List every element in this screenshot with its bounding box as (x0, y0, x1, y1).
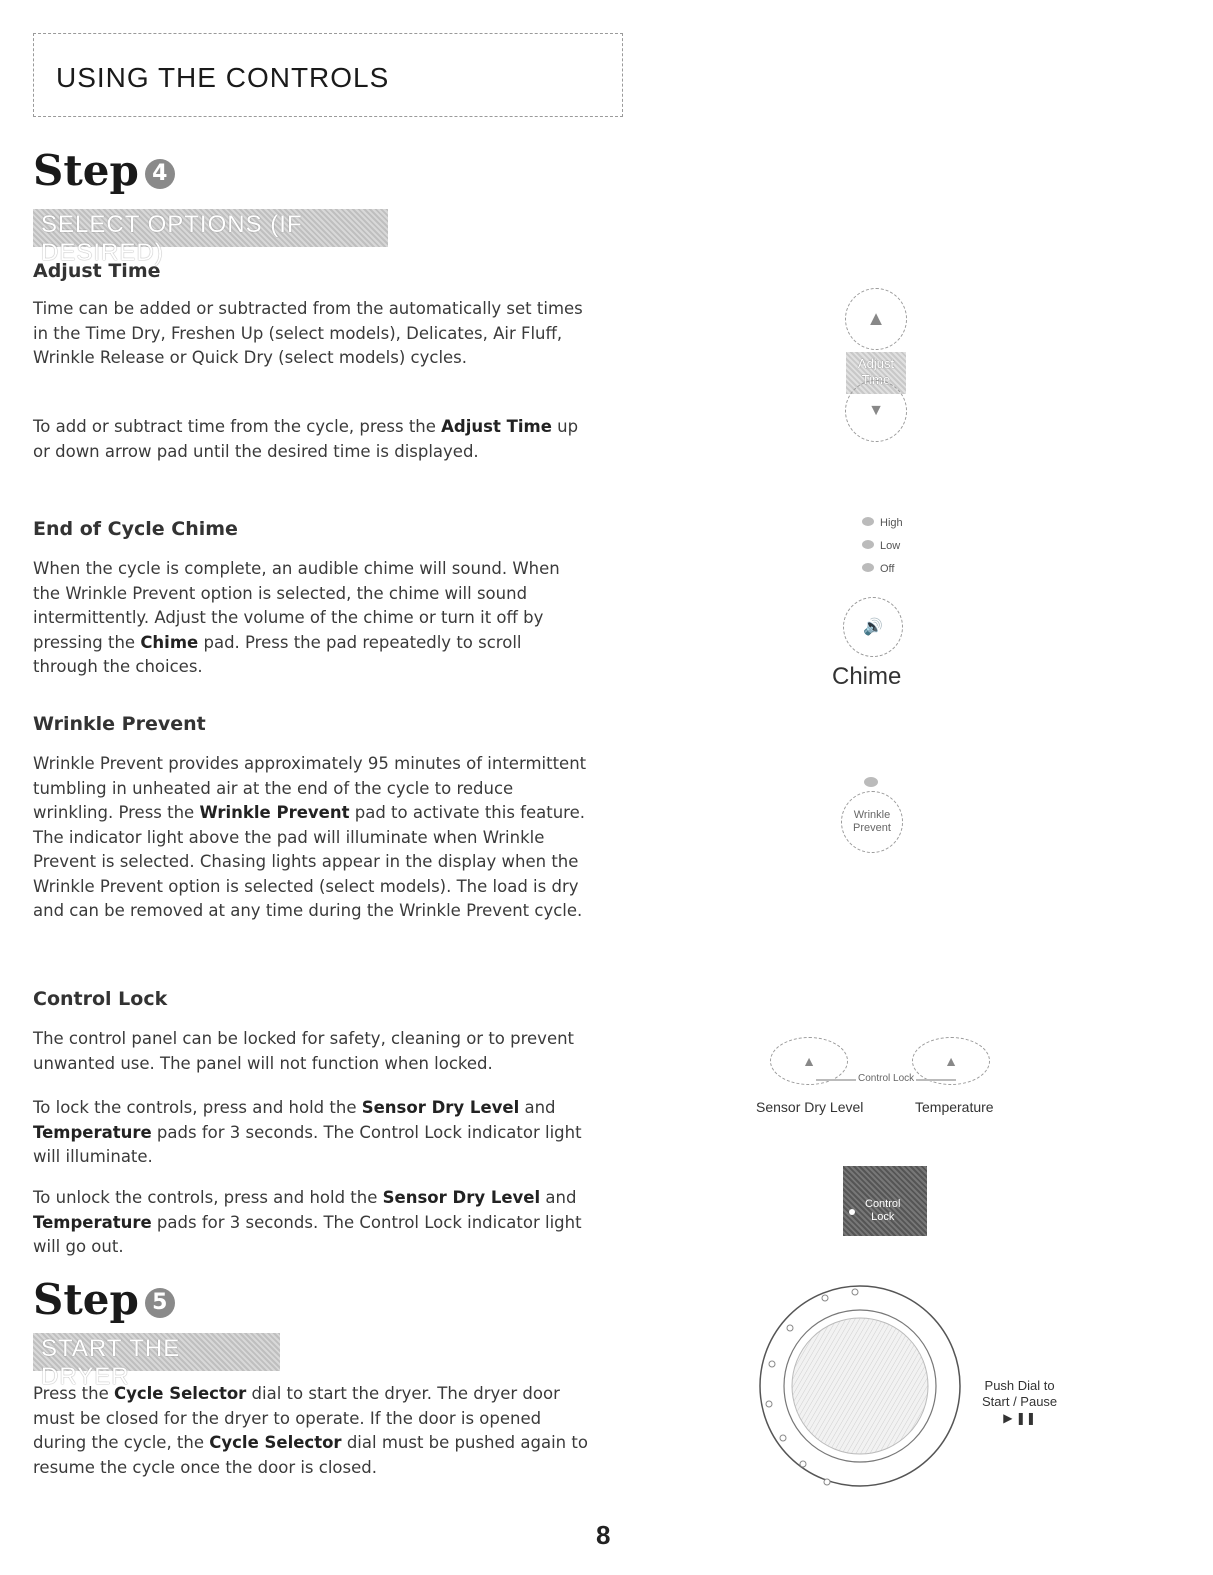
step-4-title (33, 146, 175, 195)
control-lock-paragraph-1: The control panel can be locked for safety, cleaning or to prevent unwanted use. The panel will not function when locked. (33, 1029, 575, 1073)
control-lock-heading: Control Lock (33, 988, 168, 1010)
sensor-dry-level-label: Sensor Dry Level (756, 1099, 864, 1115)
temperature-button[interactable] (912, 1037, 990, 1085)
chime-button[interactable] (843, 597, 903, 657)
control-lock-paragraph-3: To unlock the controls, press and hold the Sensor Dry Level and Temperature pads for 3 seconds. The Control Lock indicator light will go out. (33, 1188, 582, 1256)
chime-bold: Chime (140, 632, 199, 652)
step-4-number: 4 (145, 159, 175, 189)
cycle-selector-dial-icon[interactable] (755, 1276, 965, 1496)
adjust-time-paragraph-1: Time can be added or subtracted from the automatically set times in the Time Dry, Freshen Up (select models), Delicates, Air Fluff, Wrinkle Release or Quick Dry (select models) cycles. (33, 299, 583, 367)
wrinkle-paragraph: Wrinkle Prevent provides approximately 95 minutes of intermittent tumbling in unheated air at the end of the cycle to reduce wrinkling. Press the Wrinkle Prevent pad to activate this feature. The indicator light above the pad will illuminate when Wrinkle Prevent is selected. Chasing lights appear in the display when the Wrinkle Prevent option is selected (select models). The load is dry and can be removed at any time during the Wrinkle Prevent cycle. (33, 754, 587, 920)
chime-levels (862, 512, 903, 581)
adjust-time-bold: Adjust Time (441, 417, 552, 436)
adjust-time-heading: Adjust Time (33, 260, 161, 282)
control-lock-pad[interactable] (843, 1166, 927, 1236)
chime-level-high: High (862, 512, 903, 535)
speaker-icon: 🔊 (863, 619, 883, 636)
step-5-band: START THE DRYER (33, 1333, 280, 1371)
step-5-label: Step (33, 1275, 139, 1324)
page-title: USING THE CONTROLS (56, 62, 390, 93)
step-5-number: 5 (145, 1288, 175, 1318)
wrinkle-bold: Wrinkle Prevent (199, 803, 350, 822)
adjust-time-up-button[interactable] (845, 288, 907, 350)
adjust-time-label-block: Adjust Time (846, 352, 906, 394)
wrinkle-prevent-button[interactable]: Wrinkle Prevent (841, 791, 903, 853)
down-arrow-icon: ▼ (868, 402, 884, 419)
step-4-band: SELECT OPTIONS (IF DESIRED) (33, 209, 388, 247)
wrinkle-indicator-light (864, 777, 878, 787)
adjust-time-down-button[interactable] (845, 380, 907, 442)
chime-label: Chime (832, 663, 902, 690)
step-5-paragraph: Press the Cycle Selector dial to start the dryer. The dryer door must be closed for the dryer to operate. If the door is opened during the cycle, the Cycle Selector dial must be pushed again to resume the cycle once the door is closed. (33, 1384, 588, 1477)
control-lock-paragraph-2: To lock the controls, press and hold the Sensor Dry Level and Temperature pads for 3 seconds. The Control Lock indicator light will illuminate. (33, 1098, 582, 1166)
chime-level-low: Low (862, 535, 903, 558)
control-lock-pad-label: Control Lock (865, 1198, 901, 1223)
page-header (33, 33, 623, 117)
wrinkle-heading: Wrinkle Prevent (33, 713, 206, 735)
up-arrow-icon: ▲ (944, 1053, 958, 1069)
chime-heading: End of Cycle Chime (33, 518, 238, 540)
step-4-label: Step (33, 146, 139, 195)
adjust-time-paragraph-2: To add or subtract time from the cycle, press the Adjust Time up or down arrow pad until the desired time is displayed. (33, 417, 579, 461)
control-lock-small-label: Control Lock (858, 1073, 915, 1084)
lock-indicator-light (849, 1209, 855, 1215)
step-5-title (33, 1275, 175, 1324)
up-arrow-icon: ▲ (866, 307, 886, 330)
play-pause-icon: ▶ ❚❚ (1003, 1411, 1036, 1425)
chime-level-off: Off (862, 558, 903, 581)
chime-paragraph: When the cycle is complete, an audible chime will sound. When the Wrinkle Prevent option is selected, the chime will sound intermittently. Adjust the volume of the chime or turn it off by pressing the Chime pad. Press the pad repeatedly to scroll through the choices. (33, 559, 560, 676)
up-arrow-icon: ▲ (802, 1053, 816, 1069)
page-number: 8 (596, 1520, 611, 1550)
temperature-label: Temperature (915, 1099, 994, 1115)
sensor-dry-level-button[interactable] (770, 1037, 848, 1085)
push-dial-label: Push Dial to Start / Pause ▶ ❚❚ (982, 1378, 1058, 1425)
